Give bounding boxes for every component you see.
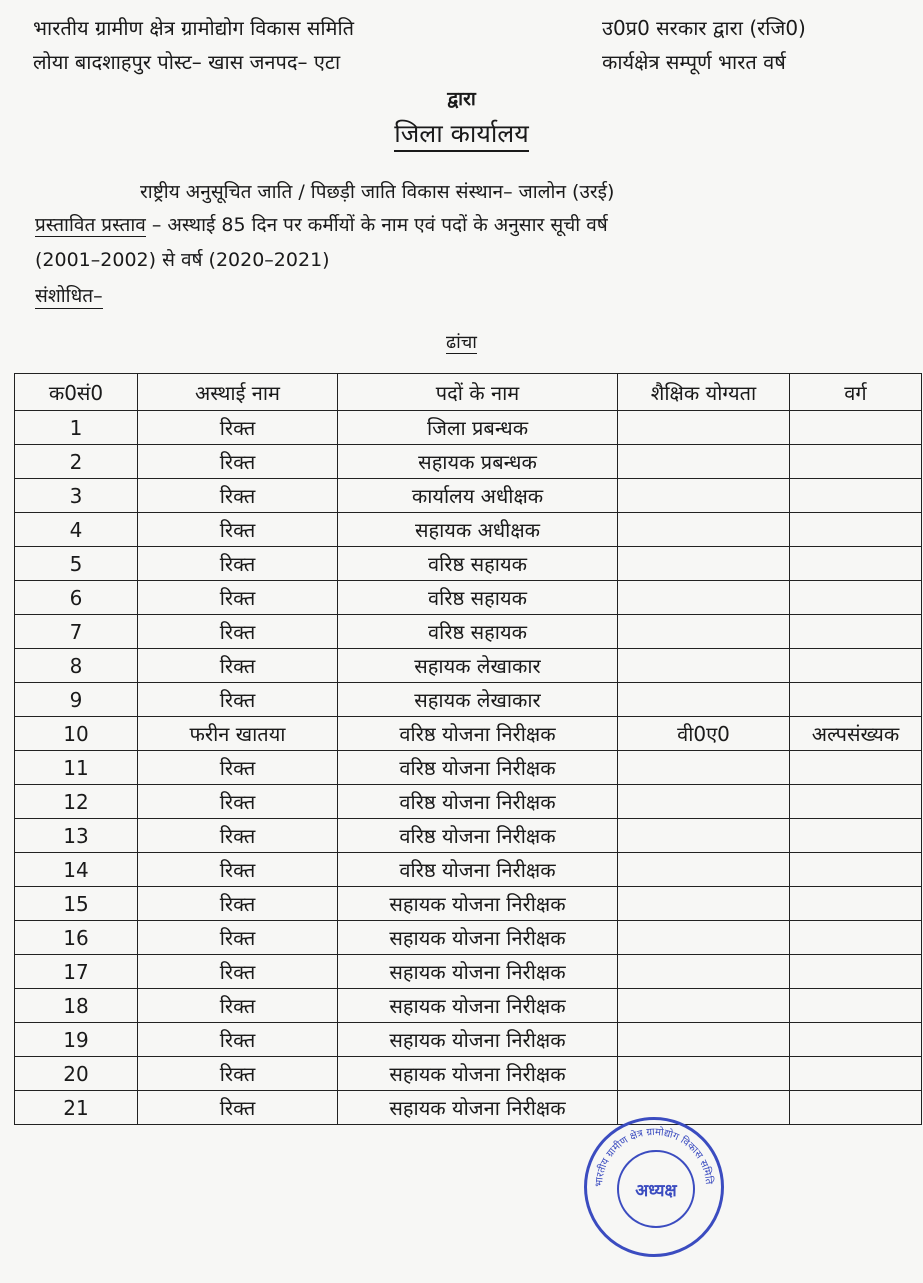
cell-name: रिक्त bbox=[138, 785, 338, 819]
cell-category bbox=[790, 1091, 922, 1125]
cell-name: रिक्त bbox=[138, 581, 338, 615]
col-header-category: वर्ग bbox=[790, 374, 922, 411]
cell-qualification bbox=[618, 615, 790, 649]
cell-post: वरिष्ठ योजना निरीक्षक bbox=[338, 717, 618, 751]
cell-qualification bbox=[618, 887, 790, 921]
cell-name: रिक्त bbox=[138, 445, 338, 479]
cell-category bbox=[790, 819, 922, 853]
cell-name: रिक्त bbox=[138, 411, 338, 445]
structure-label: ढांचा bbox=[446, 332, 477, 353]
revised-label: संशोधित– bbox=[35, 282, 103, 309]
table-row bbox=[15, 479, 922, 513]
table-row bbox=[15, 615, 922, 649]
cell-post: सहायक योजना निरीक्षक bbox=[338, 955, 618, 989]
cell-category: अल्पसंख्यक bbox=[790, 717, 922, 751]
structure-label-wrap bbox=[0, 330, 923, 354]
cell-name: रिक्त bbox=[138, 649, 338, 683]
table-row bbox=[15, 853, 922, 887]
cell-name: रिक्त bbox=[138, 513, 338, 547]
table-row bbox=[15, 1091, 922, 1125]
cell-qualification bbox=[618, 513, 790, 547]
cell-qualification bbox=[618, 819, 790, 853]
table-row bbox=[15, 1023, 922, 1057]
cell-category bbox=[790, 615, 922, 649]
table-row bbox=[15, 955, 922, 989]
cell-name: रिक्त bbox=[138, 1057, 338, 1091]
cell-serial: 4 bbox=[15, 513, 138, 547]
cell-post: सहायक योजना निरीक्षक bbox=[338, 1057, 618, 1091]
org-name: भारतीय ग्रामीण क्षेत्र ग्रामोद्योग विकास समिति bbox=[33, 16, 355, 40]
cell-category bbox=[790, 649, 922, 683]
cell-post: वरिष्ठ योजना निरीक्षक bbox=[338, 751, 618, 785]
cell-category bbox=[790, 411, 922, 445]
cell-serial: 6 bbox=[15, 581, 138, 615]
cell-category bbox=[790, 1023, 922, 1057]
work-area-text: कार्यक्षेत्र सम्पूर्ण भारत वर्ष bbox=[602, 50, 786, 74]
cell-name: रिक्त bbox=[138, 887, 338, 921]
cell-serial: 8 bbox=[15, 649, 138, 683]
cell-name: रिक्त bbox=[138, 955, 338, 989]
cell-qualification bbox=[618, 785, 790, 819]
table-row bbox=[15, 513, 922, 547]
table-row bbox=[15, 785, 922, 819]
cell-qualification bbox=[618, 955, 790, 989]
cell-serial: 13 bbox=[15, 819, 138, 853]
cell-post: वरिष्ठ सहायक bbox=[338, 581, 618, 615]
cell-post: वरिष्ठ सहायक bbox=[338, 615, 618, 649]
cell-serial: 3 bbox=[15, 479, 138, 513]
cell-category bbox=[790, 785, 922, 819]
cell-name: रिक्त bbox=[138, 819, 338, 853]
cell-name: रिक्त bbox=[138, 547, 338, 581]
cell-category bbox=[790, 853, 922, 887]
table-row bbox=[15, 819, 922, 853]
cell-post: सहायक अधीक्षक bbox=[338, 513, 618, 547]
cell-name: रिक्त bbox=[138, 921, 338, 955]
table-header-row bbox=[15, 374, 922, 411]
cell-post: कार्यालय अधीक्षक bbox=[338, 479, 618, 513]
cell-post: सहायक योजना निरीक्षक bbox=[338, 1023, 618, 1057]
cell-category bbox=[790, 479, 922, 513]
cell-serial: 5 bbox=[15, 547, 138, 581]
cell-serial: 11 bbox=[15, 751, 138, 785]
cell-category bbox=[790, 581, 922, 615]
cell-serial: 20 bbox=[15, 1057, 138, 1091]
cell-category bbox=[790, 955, 922, 989]
cell-category bbox=[790, 445, 922, 479]
cell-serial: 16 bbox=[15, 921, 138, 955]
cell-name: रिक्त bbox=[138, 683, 338, 717]
registration-text: उ0प्र0 सरकार द्वारा (रजि0) bbox=[602, 16, 806, 40]
cell-qualification bbox=[618, 751, 790, 785]
table-row bbox=[15, 887, 922, 921]
cell-serial: 17 bbox=[15, 955, 138, 989]
cell-qualification bbox=[618, 581, 790, 615]
cell-serial: 2 bbox=[15, 445, 138, 479]
cell-serial: 14 bbox=[15, 853, 138, 887]
cell-name: रिक्त bbox=[138, 1023, 338, 1057]
cell-qualification bbox=[618, 445, 790, 479]
cell-qualification: वी0ए0 bbox=[618, 717, 790, 751]
cell-qualification bbox=[618, 989, 790, 1023]
cell-qualification bbox=[618, 411, 790, 445]
cell-serial: 9 bbox=[15, 683, 138, 717]
proposal-label: प्रस्तावित प्रस्ताव bbox=[35, 214, 146, 236]
staff-table bbox=[14, 373, 922, 1125]
cell-post: सहायक योजना निरीक्षक bbox=[338, 887, 618, 921]
cell-post: सहायक योजना निरीक्षक bbox=[338, 989, 618, 1023]
cell-post: वरिष्ठ योजना निरीक्षक bbox=[338, 819, 618, 853]
cell-category bbox=[790, 1057, 922, 1091]
cell-name: रिक्त bbox=[138, 853, 338, 887]
cell-name: रिक्त bbox=[138, 615, 338, 649]
table-row bbox=[15, 547, 922, 581]
cell-post: सहायक योजना निरीक्षक bbox=[338, 921, 618, 955]
stamp-ring-text: भारतीय ग्रामीण क्षेत्र ग्रामोद्योग विकास समिति bbox=[593, 1126, 715, 1188]
cell-name: रिक्त bbox=[138, 1091, 338, 1125]
table-row bbox=[15, 751, 922, 785]
cell-serial: 19 bbox=[15, 1023, 138, 1057]
cell-serial: 7 bbox=[15, 615, 138, 649]
table-row bbox=[15, 989, 922, 1023]
table-row bbox=[15, 649, 922, 683]
cell-name: रिक्त bbox=[138, 479, 338, 513]
cell-serial: 18 bbox=[15, 989, 138, 1023]
cell-category bbox=[790, 989, 922, 1023]
table-body bbox=[15, 411, 922, 1125]
cell-post: वरिष्ठ योजना निरीक्षक bbox=[338, 853, 618, 887]
cell-qualification bbox=[618, 1057, 790, 1091]
official-stamp bbox=[584, 1117, 724, 1257]
proposal-line-rest: – अस्थाई 85 दिन पर कर्मीयों के नाम एवं पदों के अनुसार सूची वर्ष bbox=[145, 214, 608, 236]
cell-post: सहायक योजना निरीक्षक bbox=[338, 1091, 618, 1125]
cell-category bbox=[790, 887, 922, 921]
cell-post: जिला प्रबन्धक bbox=[338, 411, 618, 445]
col-header-name: अस्थाई नाम bbox=[138, 374, 338, 411]
col-header-serial: क0सं0 bbox=[15, 374, 138, 411]
cell-post: वरिष्ठ योजना निरीक्षक bbox=[338, 785, 618, 819]
table-row bbox=[15, 921, 922, 955]
institute-line: राष्ट्रीय अनुसूचित जाति / पिछड़ी जाति विकास संस्थान– जालोन (उरई) bbox=[140, 181, 615, 203]
cell-category bbox=[790, 683, 922, 717]
cell-qualification bbox=[618, 649, 790, 683]
table-row bbox=[15, 411, 922, 445]
table-row bbox=[15, 683, 922, 717]
cell-qualification bbox=[618, 547, 790, 581]
cell-category bbox=[790, 751, 922, 785]
cell-category bbox=[790, 513, 922, 547]
table-row bbox=[15, 581, 922, 615]
cell-name: रिक्त bbox=[138, 751, 338, 785]
cell-post: सहायक लेखाकार bbox=[338, 649, 618, 683]
cell-qualification bbox=[618, 1023, 790, 1057]
proposal-line-2: (2001–2002) से वर्ष (2020–2021) bbox=[35, 249, 330, 271]
office-title-wrap bbox=[0, 116, 923, 150]
cell-serial: 21 bbox=[15, 1091, 138, 1125]
cell-category bbox=[790, 921, 922, 955]
cell-qualification bbox=[618, 683, 790, 717]
cell-qualification bbox=[618, 479, 790, 513]
office-title: जिला कार्यालय bbox=[394, 119, 529, 152]
table-row bbox=[15, 445, 922, 479]
cell-post: वरिष्ठ सहायक bbox=[338, 547, 618, 581]
cell-serial: 10 bbox=[15, 717, 138, 751]
stamp-center-text: अध्यक्ष bbox=[617, 1150, 695, 1228]
by-label: द्वारा bbox=[447, 88, 476, 110]
cell-qualification bbox=[618, 921, 790, 955]
org-address: लोया बादशाहपुर पोस्ट– खास जनपद– एटा bbox=[33, 50, 341, 74]
cell-qualification bbox=[618, 853, 790, 887]
table-row bbox=[15, 717, 922, 751]
cell-post: सहायक लेखाकार bbox=[338, 683, 618, 717]
cell-name: रिक्त bbox=[138, 989, 338, 1023]
cell-post: सहायक प्रबन्धक bbox=[338, 445, 618, 479]
cell-serial: 12 bbox=[15, 785, 138, 819]
col-header-post: पदों के नाम bbox=[338, 374, 618, 411]
cell-serial: 15 bbox=[15, 887, 138, 921]
cell-serial: 1 bbox=[15, 411, 138, 445]
cell-category bbox=[790, 547, 922, 581]
cell-name: फरीन खातया bbox=[138, 717, 338, 751]
table-row bbox=[15, 1057, 922, 1091]
col-header-qualification: शैक्षिक योग्यता bbox=[618, 374, 790, 411]
proposal-line bbox=[35, 211, 608, 237]
